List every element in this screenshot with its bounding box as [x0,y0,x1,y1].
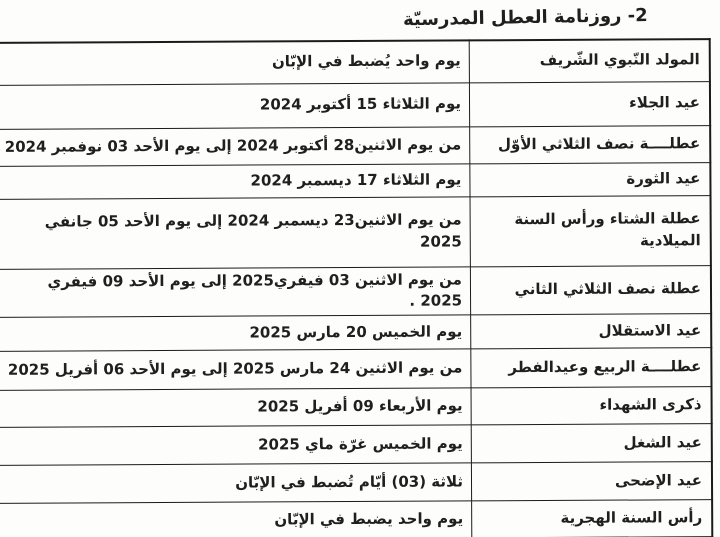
holiday-date-cell: يوم واحد يضبط في الإبّان [0,501,472,537]
table-row [0,462,712,504]
table-row [0,125,710,166]
table-row [0,424,712,466]
table-row [0,387,712,428]
table-row [0,195,711,269]
holiday-name-cell: عيد الشغل [471,424,712,463]
table-row [0,39,710,85]
table-row [0,348,712,391]
table-row [0,81,710,129]
holiday-date-cell: يوم الأربعاء 09 أفريل 2025 [0,388,471,427]
page-title: 2- روزنامة العطل المدرسيّة [403,5,649,31]
holiday-name-cell: المولد النّبوي الشّريف [469,39,710,82]
holiday-date-cell: يوم الثلاثاء 15 أكتوبر 2024 [0,82,470,128]
table-row [0,265,711,317]
holiday-date-cell: ثلاثة (03) أيّام تُضبط في الإبّان [0,463,472,503]
holiday-name-cell: عطلــــة الربيع وعيدالفطر [471,348,712,388]
holiday-date-cell: من يوم الاثنين 24 مارس 2025 إلى يوم الأحد 06 أفريل 2025 [0,349,471,390]
holiday-table [0,38,713,537]
holiday-date-cell: يوم الخميس غرّة ماي 2025 [0,425,471,465]
holiday-date-cell: من يوم الاثنين23 ديسمبر 2024 إلى يوم الأحد 05 جانفي 2025 [0,196,470,268]
table-row [0,162,711,199]
holiday-name-cell: رأس السنة الهجرية [472,500,713,537]
holiday-table-body [0,39,712,537]
holiday-name-cell: عيد الثورة [470,162,711,196]
table-row [0,500,712,537]
holiday-name-cell: عطلة الشتاء ورأس السنة الميلادية [470,195,711,266]
holiday-date-cell: من يوم الاثنين28 أكتوبر 2024 إلى يوم الأحد 03 نوفمبر 2024 [0,126,470,165]
holiday-date-cell: يوم الخميس 20 مارس 2025 [0,315,471,351]
holiday-name-cell: عطلــــة نصف الثلاثي الأوّل [470,125,711,163]
holiday-name-cell: عيد الجلاء [469,81,710,126]
holiday-date-cell: يوم الثلاثاء 17 ديسمبر 2024 [0,163,470,198]
holiday-name-cell: ذكرى الشهداء [471,387,712,425]
holiday-name-cell: عيد الاستقلال [471,314,712,349]
holiday-name-cell: عطلة نصف الثلاثي الثاني [470,265,711,315]
table-row [0,314,711,352]
holiday-name-cell: عيد الإضحى [471,462,712,501]
holiday-date-cell: من يوم الاثنين 03 فيفري2025 إلى يوم الأحد 09 فيفري 2025 . [0,266,471,317]
holiday-date-cell: يوم واحد يُضبط في الإبّان [0,40,469,84]
